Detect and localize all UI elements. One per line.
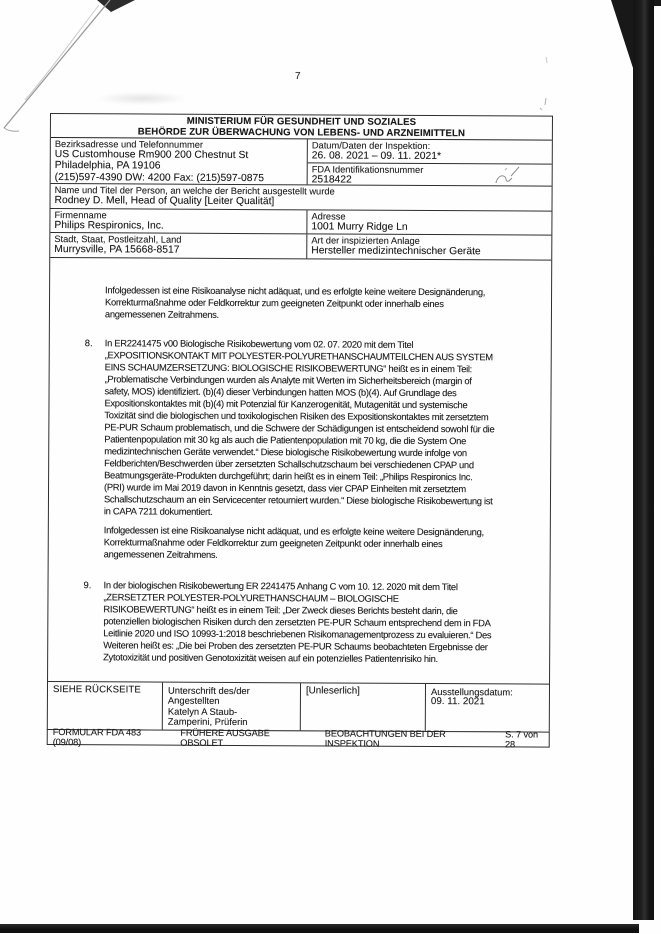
issue-date-label: Ausstellungsdatum: <box>430 686 513 698</box>
observation-8-text: In ER2241475 v00 Biologische Risikobewertung vom 02. 07. 2020 mit dem Titel „EXPOSITIONSKONTAKT MIT POLYESTER-POLYURETHANSCHAUMTEILCHEN AUS SYSTEM EINS SCHAUMZERSETZUNG: BIOLOGISCHE RISIKOBEWERTUNG“ heißt es in einem Teil: „Problematische Verbindungen wurden als Analyte mit Werten im Sicherheitsbereich (margin of safety, MOS) identifiziert. (b)(4) dieser Verbindungen hatten MOS (b)(4). Auf Grundlage des Expositionskontaktes mit (b)(4) mit Potenzial für Kanzerogenität, Mutagenität und systemische Toxizität sind die biologischen und toxikologischen Risiken des Expositionskontaktes mit zersetztem PE-PUR Schaum problematisch, und die Schwere der Schädigungen ist entscheidend sowohl für die Patientenpopulation mit 30 kg als auch die Patientenpopulation mit 70 kg, die die System One medizintechnischen Geräte verwendet.“ Diese biologische Risikobewertung wurde infolge von Feldberichten/Beschwerden über zersetzten Schallschutzschaum bei verschiedenen CPAP und Beatmungsgeräte-Produkten durchgeführt; darin heißt es in einem Teil: „Philips Respironics Inc. (PRI) wurde im Mai 2019 davon in Kenntnis gesetzt, dass vier CPAP Einheiten mit zersetztem Schallschutzschaum an ein Servicecenter retourniert wurden.“ Diese biologische Risikobewertung ist in CAPA 7211 dokumentiert. <box>103 337 495 517</box>
scan-edge-bottom <box>0 924 639 933</box>
city-state-zip-cell <box>50 233 307 258</box>
observation-item-9 <box>83 579 509 665</box>
form-header <box>51 114 552 141</box>
firm-name-cell <box>50 209 307 233</box>
signature-row <box>48 682 549 732</box>
signature-name: Katelyn A Staub- Zamperini, Prüferin <box>167 705 248 728</box>
ministry-title-line2: BEHÖRDE ZUR ÜBERWACHUNG VON LEBENS- UND ARZNEIMITTELN <box>137 126 466 139</box>
recipient-value: Rodney D. Mell, Head of Quality [Leiter Qualität] <box>54 195 275 208</box>
city-state-zip-value: Murrysville, PA 15668-8517 <box>54 244 180 256</box>
form-footer-bar <box>47 726 550 750</box>
scan-corner-top-right-edge <box>653 0 661 6</box>
edition-note: FRÜHERE AUSGABE OBSOLET <box>180 727 270 748</box>
firm-address-row <box>50 209 551 236</box>
city-facility-row <box>50 233 551 261</box>
signature-illegible-cell: [Unleserlich] <box>301 683 426 731</box>
observation-9-number: 9. <box>83 579 92 591</box>
address-cell <box>307 210 551 234</box>
signature-label: Unterschrift des/der Angestellten <box>167 684 250 707</box>
inspection-dates-value: 26. 08. 2021 – 09. 11. 2021* <box>311 150 442 163</box>
signature-cell <box>163 683 301 731</box>
recipient-cell <box>50 184 551 212</box>
address-value: 1001 Murry Ridge Ln <box>311 221 408 234</box>
form-table <box>47 113 553 733</box>
facility-type-label: Art der inspizierten Anlage <box>311 235 420 246</box>
observation-8-followup-paragraph: Infolgedessen ist eine Risikoanalyse nicht adäquat, und es erfolgte keine weitere Designänderung, Korrekturmaßnahme oder Feldkorrektur zum geeigneten Zeitpunkt oder innerhalb eines angemessenen Zeitrahmens. <box>103 524 484 560</box>
recipient-label: Name und Titel der Person, an welche der Bericht ausgestellt wurde <box>54 185 335 197</box>
facility-type-cell <box>307 234 551 259</box>
facility-type-value: Hersteller medizintechnischer Geräte <box>311 245 481 258</box>
page-number: 7 <box>295 71 301 82</box>
inspection-dates-cell <box>308 139 552 164</box>
issue-date-cell <box>426 684 549 732</box>
observation-item-8 <box>84 337 511 519</box>
address-label: Adresse <box>311 211 346 222</box>
issue-date-value: 09. 11. 2021 <box>430 696 485 708</box>
district-address-label: Bezirksadresse und Telefonnummer <box>54 139 204 150</box>
continuation-paragraph: Infolgedessen ist eine Risikoanalyse nicht adäquat, und es erfolgte keine weitere Designänderung, Korrekturmaßnahme oder Feldkorrektur zum geeigneten Zeitpunkt oder innerhalb eines angemessenen Zeitrahmens. <box>104 284 486 320</box>
firm-name-value: Philips Respironics, Inc. <box>54 220 164 232</box>
fda-id-label: FDA Identifikationsnummer <box>311 164 424 175</box>
ministry-title-line1: MINISTERIUM FÜR GESUNDHEIT UND SOZIALES <box>186 115 417 128</box>
observation-8-number: 8. <box>84 337 93 349</box>
scan-corner-top-right <box>611 0 633 68</box>
district-address-value: US Customhouse Rm900 200 Chestnut St Philadelphia, PA 19106 (215)597-4390 DW: 4200 Fax: (215)597-0875 <box>54 149 265 184</box>
form-id: FORMULAR FDA 483 (09/08) <box>52 726 142 747</box>
firm-name-label: Firmenname <box>54 210 107 221</box>
city-state-zip-label: Stadt, Staat, Postleitzahl, Land <box>54 234 182 245</box>
page-count-note: S. 7 von 28 <box>505 729 539 750</box>
fda-id-cell <box>308 163 552 188</box>
handwritten-mark-icon <box>540 57 547 110</box>
inspection-dates-label: Datum/Daten der Inspektion: <box>311 140 431 151</box>
page-fold-icon <box>4 0 135 131</box>
see-reverse-cell: SIEHE RÜCKSEITE <box>48 682 163 730</box>
observations-section <box>48 258 551 685</box>
scan-smudge <box>96 92 188 105</box>
district-address-cell <box>51 138 308 184</box>
fda-483-form <box>47 113 553 750</box>
address-dates-row <box>51 138 552 187</box>
scan-edge-right <box>633 0 654 920</box>
observation-9-text: In der biologischen Risikobewertung ER 2241475 Anhang C vom 10. 12. 2020 mit dem Titel „ZERSETZTER POLYESTER-POLYURETHANSCHAUM – BIOLOGISCHE RISIKOBEWERTUNG“ heißt es in einem Teil: „Der Zweck dieses Berichts besteht darin, die potenziellen biologischen Risiken durch den zersetzten PE-PUR Schaum entsprechend dem in FDA Leitlinie 2020 und ISO 10993-1:2018 beschriebenen Risikomanagementprozess zu evaluieren.“ Des Weiteren heißt es: „Die bei Proben des zersetzten PE-PUR Schaums beobachteten Ergebnisse der Zytotoxizität und positiven Genotoxizität weisen auf ein potenzielles Patientenrisiko hin. <box>103 579 492 665</box>
observations-note: BEOBACHTUNGEN BEI DER INSPEKTION <box>324 728 446 749</box>
dates-fda-column <box>308 139 552 185</box>
fda-id-value: 2518422 <box>311 174 352 186</box>
